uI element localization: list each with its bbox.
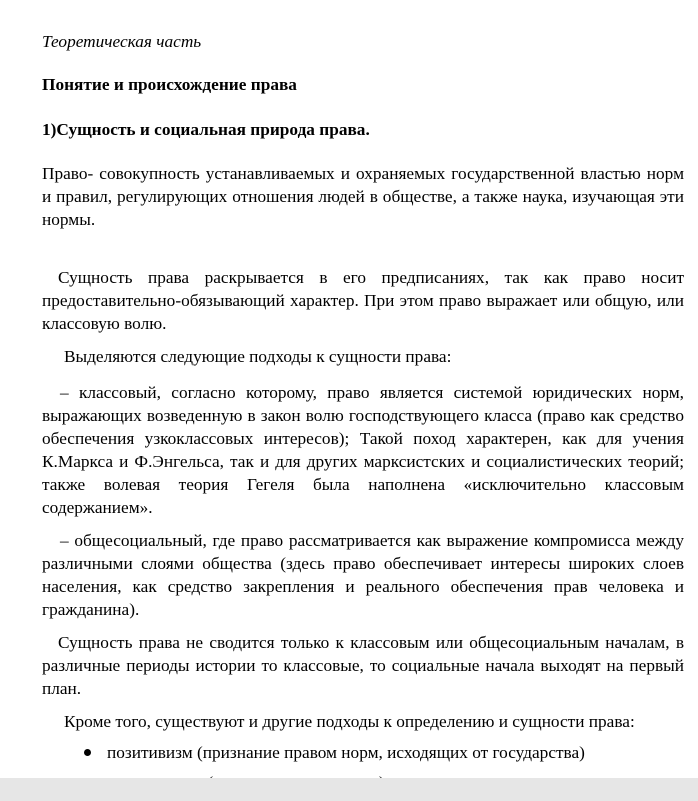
paragraph-approaches-intro: Выделяются следующие подходы к сущности права:: [64, 347, 452, 366]
paragraph-other-approaches: Кроме того, существуют и другие подходы к определению и сущности права:: [64, 712, 635, 731]
paragraph-essence: Сущность права раскрывается в его предписаниях, так как право носит предоставительно-обязывающий характер. При этом право выражает или общую, или классовую волю.: [42, 268, 684, 333]
list-item-text: позитивизм (признание правом норм, исходящих от государства): [107, 743, 585, 762]
paragraph-social-approach: – общесоциальный, где право рассматривается как выражение компромисса между различными слоями общества (здесь право обеспечивает интересы широких слоев населения, как средство закрепления и реального обеспечения прав человека и гражданина).: [42, 531, 684, 619]
document-body: [42, 30, 684, 801]
paragraph-class-approach: – классовый, согласно которому, право является системой юридических норм, выражающих возведенную в закон волю господствующего класса (право как средство обеспечения узкоклассовых интересов); Такой поход характерен, как для учения К.Маркса и Ф.Энгельса, так и для других марксистских и социалистических теорий; также волевая теория Гегеля была наполнена «исключительно классовым содержанием».: [42, 383, 684, 517]
bullet-icon: [84, 749, 91, 756]
paragraph-definition: Право- совокупность устанавливаемых и охраняемых государственной властью норм и правил, регулирующих отношения людей в обществе, а также наука, изучающая эти нормы.: [42, 164, 684, 229]
paragraph-historical: Сущность права не сводится только к классовым или общесоциальным началам, в различные периоды истории то классовые, то социальные начала выходят на первый план.: [42, 633, 684, 698]
list-item: [42, 741, 684, 771]
horizontal-scrollbar[interactable]: [0, 778, 698, 796]
main-heading: Понятие и происхождение права: [42, 75, 297, 94]
section-label: Теоретическая часть: [42, 32, 202, 51]
sub-heading: 1)Сущность и социальная природа права.: [42, 120, 370, 139]
